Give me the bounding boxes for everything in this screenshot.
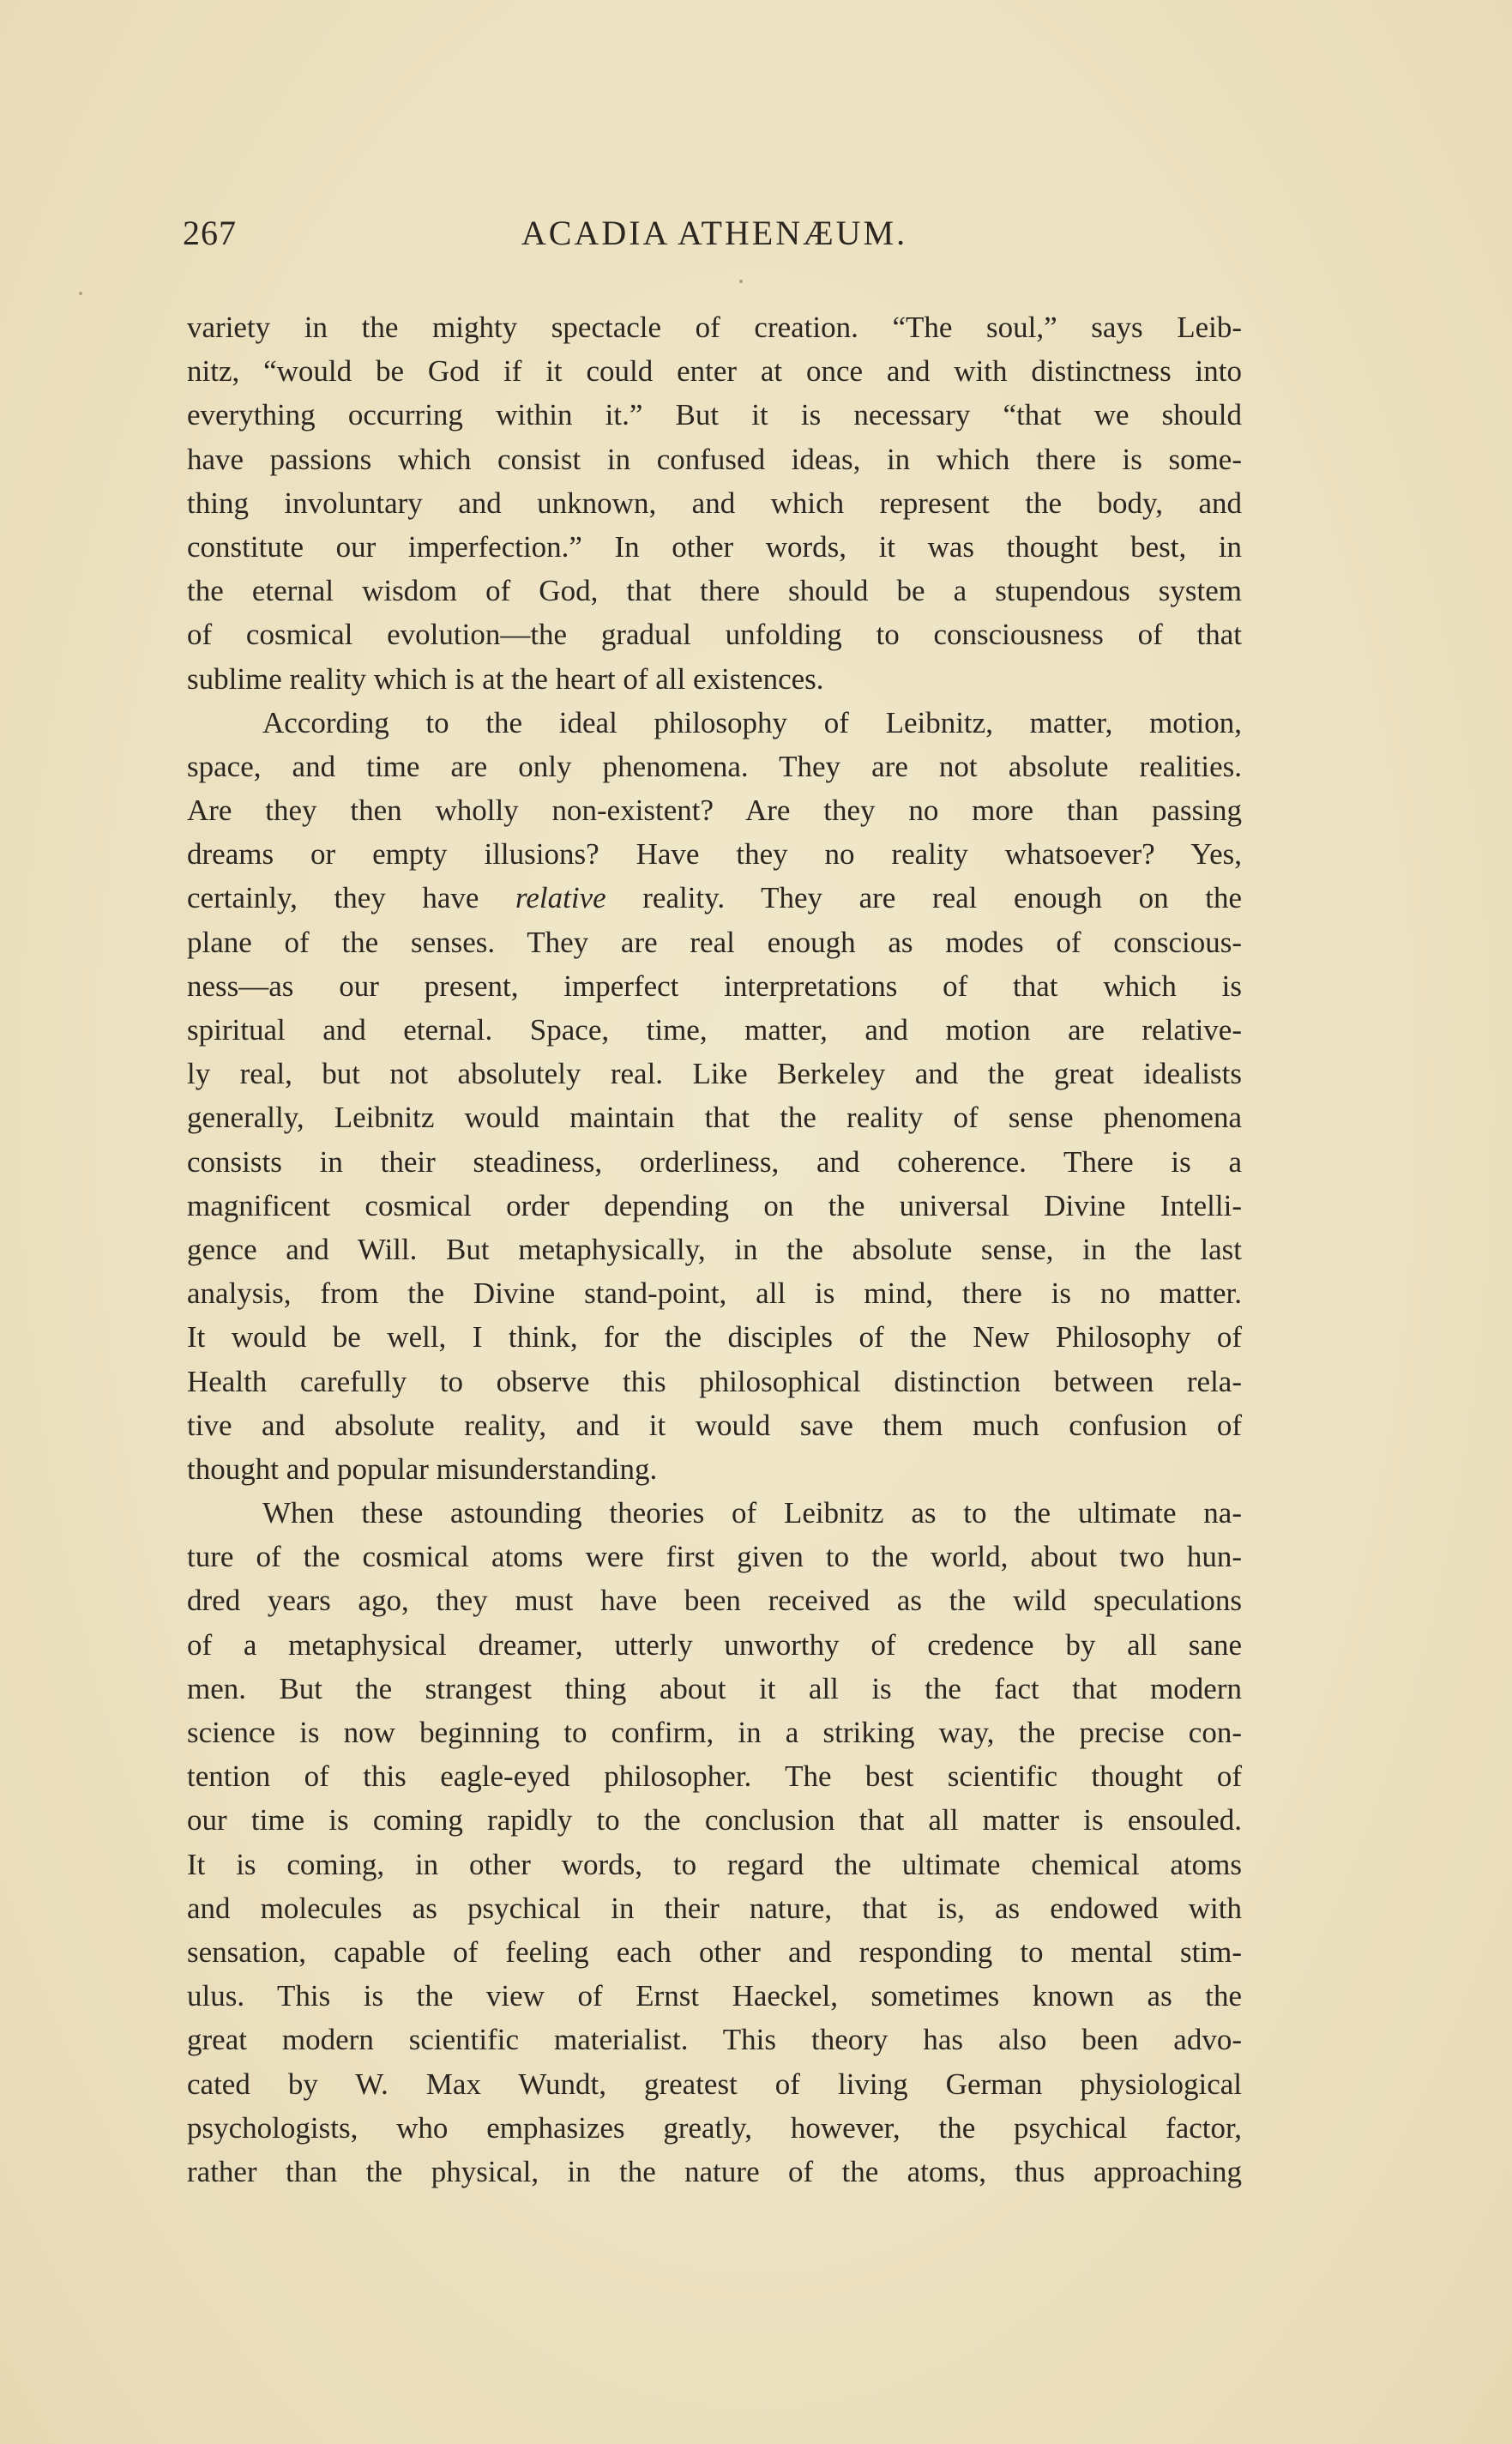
text-line: tive and absolute reality, and it would save them much confusion of [187, 1408, 1242, 1442]
text-line: It would be well, I think, for the disciples of the New Philosophy of [187, 1320, 1242, 1355]
text-line: our time is coming rapidly to the conclusion that all matter is ensouled. [187, 1803, 1242, 1838]
text-line: According to the ideal philosophy of Leibnitz, matter, motion, [262, 705, 1242, 739]
body-text [187, 305, 1242, 2194]
page-number: 267 [183, 214, 237, 252]
text-line: Are they then wholly non-existent? Are they no more than passing [187, 794, 1242, 828]
italic-word: relative [515, 881, 606, 915]
text-line: certainly, they have relative reality. They are real enough on the [187, 881, 1242, 915]
paper-speck [79, 292, 82, 295]
text-line: ture of the cosmical atoms were first given to the world, about two hun- [187, 1540, 1242, 1574]
paragraph [187, 701, 1242, 1491]
text-line: analysis, from the Divine stand-point, all is mind, there is no matter. [187, 1276, 1242, 1311]
text-line: great modern scientific materialist. This theory has also been advo- [187, 2023, 1242, 2057]
text-line: magnificent cosmical order depending on the universal Divine Intelli- [187, 1188, 1242, 1222]
text-line: ness—as our present, imperfect interpretations of that which is [187, 969, 1242, 1003]
paragraph [187, 305, 1242, 701]
text-line: plane of the senses. They are real enough as modes of conscious- [187, 925, 1242, 959]
text-line: ulus. This is the view of Ernst Haeckel, sometimes known as the [187, 1979, 1242, 2013]
text-line: rather than the physical, in the nature of the atoms, thus approaching [187, 2154, 1242, 2188]
text-line: Health carefully to observe this philosophical distinction between rela- [187, 1364, 1242, 1398]
text-line: sublime reality which is at the heart of all existences. [187, 661, 824, 696]
paragraph [187, 1491, 1242, 2194]
text-line: thing involuntary and unknown, and which represent the body, and [187, 486, 1242, 520]
text-line: of a metaphysical dreamer, utterly unworthy of credence by all sane [187, 1627, 1242, 1662]
page-header [183, 213, 1246, 264]
text-line: generally, Leibnitz would maintain that the reality of sense phenomena [187, 1101, 1242, 1135]
text-line: ly real, but not absolutely real. Like Berkeley and the great idealists [187, 1057, 1242, 1091]
text-line: men. But the strangest thing about it all is the fact that modern [187, 1671, 1242, 1705]
text-line: sensation, capable of feeling each other and responding to mental stim- [187, 1934, 1242, 1969]
text-line: the eternal wisdom of God, that there should be a stupendous system [187, 574, 1242, 608]
text-line: everything occurring within it.” But it is necessary “that we should [187, 398, 1242, 432]
text-line: nitz, “would be God if it could enter at once and with distinctness into [187, 354, 1242, 389]
text-line: spiritual and eternal. Space, time, matter, and motion are relative- [187, 1013, 1242, 1047]
text-line: constitute our imperfection.” In other words, it was thought best, in [187, 529, 1242, 564]
text-line: science is now beginning to confirm, in a striking way, the precise con- [187, 1716, 1242, 1749]
text-line: tention of this eagle-eyed philosopher. The best scientific thought of [187, 1759, 1242, 1794]
text-line: variety in the mighty spectacle of creation. “The soul,” says Leib- [187, 311, 1242, 344]
text-line: When these astounding theories of Leibnitz as to the ultimate na- [262, 1496, 1242, 1530]
text-line: thought and popular misunderstanding. [187, 1451, 658, 1486]
text-line: cated by W. Max Wundt, greatest of living German physiological [187, 2067, 1242, 2101]
running-head: ACADIA ATHENÆUM. [521, 214, 908, 252]
text-line: consists in their steadiness, orderliness, and coherence. There is a [187, 1144, 1242, 1179]
text-line: psychologists, who emphasizes greatly, however, the psychical factor, [187, 2110, 1242, 2145]
text-line: dred years ago, they must have been received as the wild speculations [187, 1584, 1242, 1618]
text-line: and molecules as psychical in their nature, that is, as endowed with [187, 1891, 1242, 1925]
text-line: It is coming, in other words, to regard the ultimate chemical atoms [187, 1847, 1242, 1881]
text-line: space, and time are only phenomena. They are not absolute realities. [187, 749, 1242, 783]
text-line: of cosmical evolution—the gradual unfolding to consciousness of that [187, 618, 1242, 652]
text-line: gence and Will. But metaphysically, in the absolute sense, in the last [187, 1232, 1242, 1266]
text-line: dreams or empty illusions? Have they no reality whatsoever? Yes, [187, 837, 1242, 872]
text-line: have passions which consist in confused ideas, in which there is some- [187, 442, 1242, 476]
paper-speck [739, 280, 743, 283]
